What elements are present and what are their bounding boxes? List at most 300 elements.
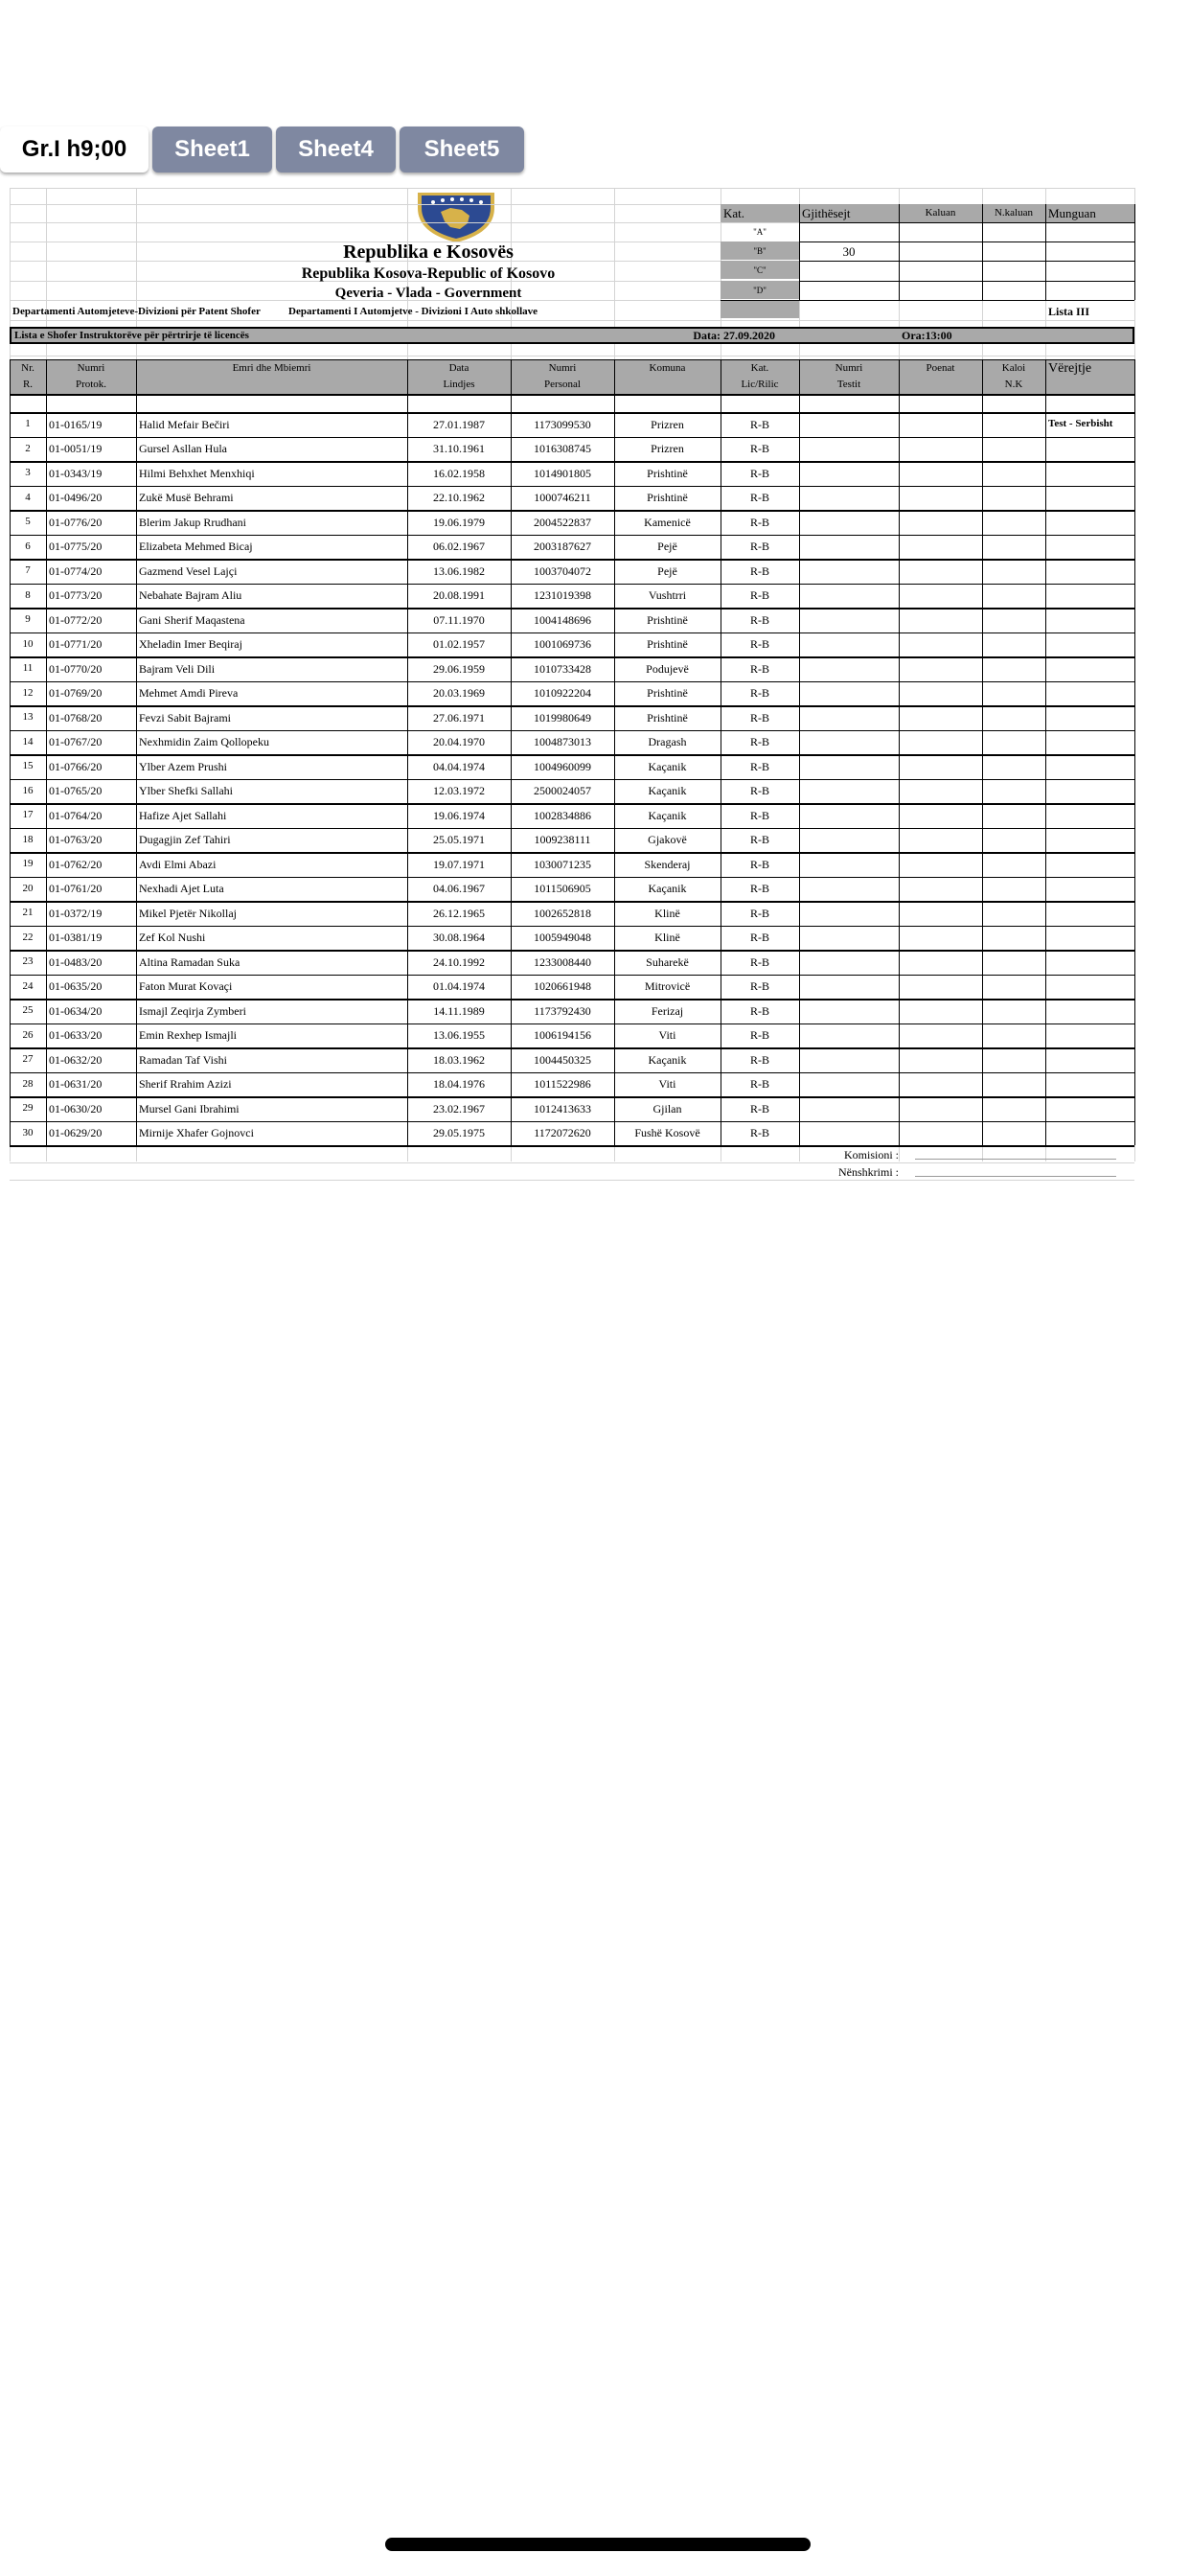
table-cell-empty[interactable]	[799, 608, 899, 632]
table-cell-dob[interactable]: 24.10.1992	[433, 954, 485, 969]
table-cell-cat[interactable]: R-B	[749, 784, 769, 798]
table-cell-cat[interactable]: R-B	[749, 564, 769, 578]
table-cell-dob[interactable]: 07.11.1970	[433, 612, 485, 627]
table-cell-empty[interactable]	[899, 705, 982, 730]
column-header-cell[interactable]: Emri dhe Mbiemri	[232, 362, 311, 374]
table-cell-nr[interactable]: 29	[22, 1102, 34, 1115]
table-cell-prot[interactable]: 01-0761/20	[49, 882, 103, 896]
table-cell-name[interactable]: Fevzi Sabit Bajrami	[139, 710, 231, 724]
table-cell-note[interactable]	[1045, 950, 1134, 975]
table-cell-empty[interactable]	[899, 681, 982, 706]
table-cell-prot[interactable]: 01-0764/20	[49, 808, 103, 822]
table-cell-note[interactable]	[1045, 1024, 1134, 1048]
table-cell-dob[interactable]: 04.06.1967	[433, 882, 485, 896]
table-cell-mun[interactable]: Prishtinë	[647, 491, 688, 505]
table-cell-prot[interactable]: 01-0776/20	[49, 515, 103, 529]
table-cell-mun[interactable]: Prishtinë	[647, 466, 688, 480]
summary-header-cell[interactable]: Kaluan	[925, 207, 956, 218]
table-cell-cat[interactable]: R-B	[749, 808, 769, 822]
table-cell-pid[interactable]: 1002834886	[534, 808, 591, 822]
table-cell-nr[interactable]: 23	[22, 955, 34, 968]
table-cell-dob[interactable]: 18.04.1976	[433, 1077, 485, 1092]
table-cell-note[interactable]	[1045, 559, 1134, 584]
table-cell-empty[interactable]	[982, 608, 1045, 632]
table-cell-note[interactable]	[1045, 852, 1134, 877]
table-cell-mun[interactable]: Prizren	[651, 442, 684, 456]
table-cell-pid[interactable]: 1004960099	[534, 759, 591, 773]
table-cell-prot[interactable]: 01-0630/20	[49, 1101, 103, 1116]
table-cell-note[interactable]	[1045, 730, 1134, 755]
table-cell-empty[interactable]	[982, 1024, 1045, 1048]
table-cell-nr[interactable]: 5	[25, 516, 31, 528]
table-cell-nr[interactable]: 6	[25, 540, 31, 552]
table-cell-name[interactable]: Faton Murat Kovaçi	[139, 979, 233, 994]
table-cell-dob[interactable]: 20.03.1969	[433, 686, 485, 701]
table-cell-name[interactable]: Gani Sherif Maqastena	[139, 612, 245, 627]
table-cell-empty[interactable]	[982, 1121, 1045, 1146]
table-cell-mun[interactable]: Kaçanik	[648, 882, 687, 896]
table-cell-empty[interactable]	[899, 437, 982, 462]
table-cell-nr[interactable]: 21	[22, 907, 34, 919]
table-cell-prot[interactable]: 01-0775/20	[49, 540, 103, 554]
table-cell-nr[interactable]: 20	[22, 882, 34, 894]
table-cell-dob[interactable]: 25.05.1971	[433, 833, 485, 847]
table-cell-pid[interactable]: 1173099530	[534, 417, 591, 431]
table-cell-empty[interactable]	[799, 535, 899, 560]
table-cell-dob[interactable]: 13.06.1955	[433, 1028, 485, 1043]
table-cell-prot[interactable]: 01-0769/20	[49, 686, 103, 701]
table-cell-empty[interactable]	[799, 1024, 899, 1048]
table-cell-nr[interactable]: 4	[25, 491, 31, 503]
table-cell-mun[interactable]: Viti	[658, 1028, 676, 1043]
column-header-cell[interactable]: Poenat	[926, 362, 955, 374]
table-cell-dob[interactable]: 16.02.1958	[433, 466, 485, 480]
table-cell-empty[interactable]	[982, 1047, 1045, 1072]
table-cell-cat[interactable]: R-B	[749, 1126, 769, 1140]
table-cell-empty[interactable]	[799, 437, 899, 462]
table-cell-nr[interactable]: 2	[25, 442, 31, 454]
table-cell-mun[interactable]: Ferizaj	[651, 1003, 684, 1018]
sheet-tab-sheet1[interactable]: Sheet1	[152, 126, 272, 172]
table-cell-name[interactable]: Emin Rexhep Ismajli	[139, 1028, 237, 1043]
table-cell-pid[interactable]: 1030071235	[534, 857, 591, 871]
table-cell-prot[interactable]: 01-0635/20	[49, 979, 103, 994]
table-cell-nr[interactable]: 3	[25, 467, 31, 479]
table-cell-nr[interactable]: 8	[25, 588, 31, 601]
table-cell-empty[interactable]	[982, 535, 1045, 560]
table-cell-pid[interactable]: 2004522837	[534, 515, 591, 529]
table-cell-name[interactable]: Nebahate Bajram Aliu	[139, 588, 242, 603]
table-cell-nr[interactable]: 18	[22, 833, 34, 845]
table-cell-cat[interactable]: R-B	[749, 540, 769, 554]
column-header-cell[interactable]: Numri	[77, 362, 105, 374]
table-cell-pid[interactable]: 1233008440	[534, 954, 591, 969]
table-cell-note[interactable]	[1045, 779, 1134, 804]
table-cell-name[interactable]: Zukë Musë Behrami	[139, 491, 234, 505]
table-cell-empty[interactable]	[899, 901, 982, 926]
table-cell-empty[interactable]	[799, 975, 899, 1000]
table-cell-nr[interactable]: 24	[22, 979, 34, 992]
table-cell-dob[interactable]: 20.08.1991	[433, 588, 485, 603]
table-cell-note[interactable]	[1045, 656, 1134, 681]
table-cell-prot[interactable]: 01-0768/20	[49, 710, 103, 724]
table-cell-empty[interactable]	[899, 632, 982, 657]
table-cell-nr[interactable]: 14	[22, 735, 34, 748]
table-cell-prot[interactable]: 01-0496/20	[49, 491, 103, 505]
table-cell-empty[interactable]	[899, 779, 982, 804]
table-cell-cat[interactable]: R-B	[749, 710, 769, 724]
table-cell-prot[interactable]: 01-0767/20	[49, 735, 103, 749]
table-cell-dob[interactable]: 01.02.1957	[433, 637, 485, 652]
column-subheader-cell[interactable]	[614, 377, 721, 393]
summary-category-cell[interactable]: "A"	[753, 227, 767, 237]
table-cell-pid[interactable]: 1000746211	[534, 491, 591, 505]
table-cell-mun[interactable]: Gjilan	[652, 1101, 682, 1116]
table-cell-note[interactable]	[1045, 828, 1134, 853]
table-cell-pid[interactable]: 1003704072	[534, 564, 591, 578]
table-cell-cat[interactable]: R-B	[749, 882, 769, 896]
table-cell-name[interactable]: Blerim Jakup Rrudhani	[139, 515, 246, 529]
table-cell-empty[interactable]	[982, 901, 1045, 926]
table-cell-mun[interactable]: Gjakovë	[648, 833, 687, 847]
table-cell-empty[interactable]	[799, 681, 899, 706]
table-cell-mun[interactable]: Pejë	[657, 564, 677, 578]
column-subheader-cell[interactable]: Testit	[836, 379, 861, 390]
table-cell-empty[interactable]	[982, 999, 1045, 1024]
summary-header-cell[interactable]: Munguan	[1048, 206, 1096, 220]
table-cell-cat[interactable]: R-B	[749, 515, 769, 529]
table-cell-empty[interactable]	[799, 656, 899, 681]
column-header-cell[interactable]: Vërejtje	[1048, 360, 1092, 376]
table-cell-name[interactable]: Nexhadi Ajet Luta	[139, 882, 224, 896]
table-cell-empty[interactable]	[899, 461, 982, 486]
table-cell-empty[interactable]	[899, 559, 982, 584]
summary-total-cell[interactable]	[799, 223, 899, 242]
table-cell-mun[interactable]: Prishtinë	[647, 710, 688, 724]
table-cell-pid[interactable]: 1009238111	[534, 833, 591, 847]
list-title[interactable]: Lista e Shofer Instruktorëve për përtrirje të licencës	[14, 329, 249, 341]
document-title[interactable]: Republika e Kosovës	[343, 242, 514, 263]
table-cell-cat[interactable]: R-B	[749, 857, 769, 871]
table-cell-empty[interactable]	[899, 1121, 982, 1146]
table-cell-empty[interactable]	[982, 877, 1045, 902]
time-value[interactable]: Ora:13:00	[902, 329, 952, 342]
table-cell-empty[interactable]	[982, 461, 1045, 486]
table-cell-empty[interactable]	[799, 461, 899, 486]
table-cell-note[interactable]	[1045, 584, 1134, 609]
table-cell-prot[interactable]: 01-0773/20	[49, 588, 103, 603]
column-subheader-cell[interactable]: Lic/Rilic	[741, 379, 779, 390]
table-cell-pid[interactable]: 1004450325	[534, 1052, 591, 1067]
column-subheader-cell[interactable]	[899, 377, 982, 393]
table-cell-empty[interactable]	[799, 779, 899, 804]
table-cell-note[interactable]	[1045, 1047, 1134, 1072]
table-cell-prot[interactable]: 01-0766/20	[49, 759, 103, 773]
table-cell-empty[interactable]	[899, 877, 982, 902]
table-cell-empty[interactable]	[799, 877, 899, 902]
table-cell-note[interactable]	[1045, 510, 1134, 535]
table-cell-pid[interactable]: 1010922204	[534, 686, 591, 701]
table-cell-nr[interactable]: 12	[22, 686, 34, 699]
table-cell-name[interactable]: Ismajl Zeqirja Zymberi	[139, 1003, 246, 1018]
table-cell-empty[interactable]	[899, 656, 982, 681]
table-cell-mun[interactable]: Pejë	[657, 540, 677, 554]
column-header-cell[interactable]: Data	[448, 362, 469, 374]
table-cell-note[interactable]	[1045, 608, 1134, 632]
table-cell-name[interactable]: Halid Mefair Bečiri	[139, 417, 230, 431]
table-cell-cat[interactable]: R-B	[749, 1052, 769, 1067]
table-cell-cat[interactable]: R-B	[749, 833, 769, 847]
table-cell-nr[interactable]: 10	[22, 637, 34, 650]
table-cell-empty[interactable]	[799, 926, 899, 951]
table-cell-empty[interactable]	[982, 632, 1045, 657]
table-cell-dob[interactable]: 01.04.1974	[433, 979, 485, 994]
table-cell-cat[interactable]: R-B	[749, 1101, 769, 1116]
table-cell-mun[interactable]: Prishtinë	[647, 637, 688, 652]
table-cell-cat[interactable]: R-B	[749, 906, 769, 920]
table-cell-note[interactable]	[1045, 999, 1134, 1024]
table-cell-name[interactable]: Ylber Shefki Sallahi	[139, 784, 233, 798]
table-cell-nr[interactable]: 11	[22, 662, 34, 675]
document-subtitle[interactable]: Republika Kosova-Republic of Kosovo	[301, 265, 556, 282]
table-cell-mun[interactable]: Kamenicë	[644, 515, 691, 529]
table-cell-empty[interactable]	[799, 950, 899, 975]
table-cell-empty[interactable]	[899, 950, 982, 975]
table-cell-nr[interactable]: 30	[22, 1126, 34, 1138]
table-cell-empty[interactable]	[799, 828, 899, 853]
table-cell-mun[interactable]: Skenderaj	[644, 857, 691, 871]
table-cell-empty[interactable]	[899, 486, 982, 511]
table-cell-nr[interactable]: 25	[22, 1004, 34, 1017]
table-cell-cat[interactable]: R-B	[749, 1003, 769, 1018]
table-cell-dob[interactable]: 18.03.1962	[433, 1052, 485, 1067]
table-cell-cat[interactable]: R-B	[749, 931, 769, 945]
table-cell-cat[interactable]: R-B	[749, 661, 769, 676]
table-cell-dob[interactable]: 27.06.1971	[433, 710, 485, 724]
table-cell-cat[interactable]: R-B	[749, 1028, 769, 1043]
table-cell-dob[interactable]: 26.12.1965	[433, 906, 485, 920]
table-cell-empty[interactable]	[799, 1047, 899, 1072]
date-value[interactable]: 27.09.2020	[723, 329, 775, 342]
summary-category-cell[interactable]: "B"	[753, 246, 767, 256]
table-cell-empty[interactable]	[899, 999, 982, 1024]
column-subheader-cell[interactable]: Lindjes	[443, 379, 475, 390]
table-cell-mun[interactable]: Klinë	[654, 931, 680, 945]
table-cell-pid[interactable]: 1019980649	[534, 710, 591, 724]
table-cell-dob[interactable]: 14.11.1989	[433, 1003, 485, 1018]
table-cell-dob[interactable]: 31.10.1961	[433, 442, 485, 456]
table-cell-dob[interactable]: 19.06.1979	[433, 515, 485, 529]
table-cell-cat[interactable]: R-B	[749, 588, 769, 603]
table-cell-empty[interactable]	[799, 705, 899, 730]
table-cell-mun[interactable]: Kaçanik	[648, 1052, 687, 1067]
table-cell-pid[interactable]: 2003187627	[534, 540, 591, 554]
table-cell-empty[interactable]	[899, 608, 982, 632]
table-cell-pid[interactable]: 1172072620	[534, 1126, 591, 1140]
table-cell-pid[interactable]: 1011506905	[534, 882, 591, 896]
summary-header-cell[interactable]: Gjithësejt	[802, 206, 851, 220]
table-cell-dob[interactable]: 19.06.1974	[433, 808, 485, 822]
table-cell-mun[interactable]: Kaçanik	[648, 784, 687, 798]
table-cell-empty[interactable]	[899, 1072, 982, 1097]
table-cell-pid[interactable]: 1016308745	[534, 442, 591, 456]
table-cell-nr[interactable]: 7	[25, 564, 31, 577]
table-cell-mun[interactable]: Podujevë	[646, 661, 689, 676]
table-cell-empty[interactable]	[799, 730, 899, 755]
department-right[interactable]: Departamenti I Automjetve - Divizioni I Auto shkollave	[288, 305, 538, 317]
table-cell-cat[interactable]: R-B	[749, 442, 769, 456]
table-cell-empty[interactable]	[982, 1072, 1045, 1097]
sheet-tab-sheet5[interactable]: Sheet5	[400, 126, 524, 172]
table-cell-empty[interactable]	[982, 852, 1045, 877]
table-cell-empty[interactable]	[799, 486, 899, 511]
table-cell-mun[interactable]: Fushë Kosovë	[634, 1126, 700, 1140]
column-subheader-cell[interactable]: N.K	[1004, 379, 1023, 390]
table-cell-empty[interactable]	[982, 828, 1045, 853]
table-cell-pid[interactable]: 1004873013	[534, 735, 591, 749]
table-cell-empty[interactable]	[899, 1024, 982, 1048]
table-cell-empty[interactable]	[982, 975, 1045, 1000]
table-cell-empty[interactable]	[799, 754, 899, 779]
column-header-cell[interactable]: Kat.	[750, 362, 769, 374]
table-cell-mun[interactable]: Suharekë	[646, 954, 689, 969]
table-cell-pid[interactable]: 1005949048	[534, 931, 591, 945]
table-cell-cat[interactable]: R-B	[749, 979, 769, 994]
table-cell-cat[interactable]: R-B	[749, 417, 769, 431]
table-cell-cat[interactable]: R-B	[749, 735, 769, 749]
table-cell-empty[interactable]	[899, 412, 982, 437]
signature-label[interactable]: Nënshkrimi :	[838, 1165, 899, 1179]
table-cell-name[interactable]: Mirnije Xhafer Gojnovci	[139, 1126, 254, 1140]
table-cell-note[interactable]	[1045, 1072, 1134, 1097]
table-cell-mun[interactable]: Kaçanik	[648, 808, 687, 822]
table-cell-empty[interactable]	[982, 754, 1045, 779]
table-cell-nr[interactable]: 16	[22, 784, 34, 796]
column-header-cell[interactable]: Numri	[835, 362, 863, 374]
table-cell-mun[interactable]: Mitrovicë	[644, 979, 691, 994]
table-cell-dob[interactable]: 19.07.1971	[433, 857, 485, 871]
table-cell-cat[interactable]: R-B	[749, 954, 769, 969]
table-cell-nr[interactable]: 22	[22, 931, 34, 943]
table-cell-dob[interactable]: 27.01.1987	[433, 417, 485, 431]
table-cell-empty[interactable]	[799, 1121, 899, 1146]
table-cell-empty[interactable]	[799, 632, 899, 657]
table-cell-prot[interactable]: 01-0633/20	[49, 1028, 103, 1043]
table-cell-pid[interactable]: 1173792430	[534, 1003, 591, 1018]
table-cell-empty[interactable]	[982, 926, 1045, 951]
table-cell-dob[interactable]: 22.10.1962	[433, 491, 485, 505]
table-cell-note[interactable]	[1045, 926, 1134, 951]
table-cell-name[interactable]: Dugagjin Zef Tahiri	[139, 833, 231, 847]
column-header-cell[interactable]: Nr.	[21, 362, 34, 374]
summary-category-cell[interactable]: "D"	[753, 286, 767, 295]
table-cell-nr[interactable]: 13	[22, 711, 34, 724]
table-cell-empty[interactable]	[899, 828, 982, 853]
table-cell-empty[interactable]	[799, 901, 899, 926]
table-cell-note[interactable]	[1045, 681, 1134, 706]
table-cell-prot[interactable]: 01-0631/20	[49, 1077, 103, 1092]
table-cell-pid[interactable]: 1012413633	[534, 1101, 591, 1116]
table-cell-empty[interactable]	[982, 559, 1045, 584]
table-cell-name[interactable]: Xheladin Imer Beqiraj	[139, 637, 242, 652]
table-cell-pid[interactable]: 1006194156	[534, 1028, 591, 1043]
table-cell-empty[interactable]	[982, 656, 1045, 681]
column-header-cell[interactable]: Kaloi	[1001, 362, 1026, 374]
table-cell-dob[interactable]: 23.02.1967	[433, 1101, 485, 1116]
table-cell-pid[interactable]: 1010733428	[534, 661, 591, 676]
table-cell-note[interactable]	[1045, 803, 1134, 828]
table-cell-name[interactable]: Mikel Pjetër Nikollaj	[139, 906, 237, 920]
table-cell-dob[interactable]: 20.04.1970	[433, 735, 485, 749]
column-subheader-cell[interactable]	[1045, 377, 1134, 393]
table-cell-empty[interactable]	[899, 852, 982, 877]
table-cell-dob[interactable]: 30.08.1964	[433, 931, 485, 945]
table-cell-empty[interactable]	[982, 803, 1045, 828]
table-cell-note[interactable]	[1045, 975, 1134, 1000]
table-cell-name[interactable]: Altina Ramadan Suka	[139, 954, 240, 969]
summary-total-cell[interactable]	[799, 282, 899, 300]
table-cell-prot[interactable]: 01-0762/20	[49, 857, 103, 871]
table-cell-nr[interactable]: 26	[22, 1028, 34, 1041]
table-cell-mun[interactable]: Klinë	[654, 906, 680, 920]
table-cell-empty[interactable]	[982, 730, 1045, 755]
table-cell-cat[interactable]: R-B	[749, 759, 769, 773]
table-cell-prot[interactable]: 01-0634/20	[49, 1003, 103, 1018]
table-cell-empty[interactable]	[899, 803, 982, 828]
column-header-cell[interactable]: Numri	[548, 362, 577, 374]
table-cell-name[interactable]: Sherif Rrahim Azizi	[139, 1077, 232, 1092]
table-cell-empty[interactable]	[799, 1072, 899, 1097]
table-cell-name[interactable]: Ylber Azem Prushi	[139, 759, 227, 773]
table-cell-mun[interactable]: Prizren	[651, 417, 684, 431]
table-cell-nr[interactable]: 15	[22, 760, 34, 772]
table-cell-empty[interactable]	[982, 1096, 1045, 1121]
table-cell-mun[interactable]: Vushtrri	[648, 588, 687, 603]
table-cell-cat[interactable]: R-B	[749, 686, 769, 701]
table-cell-prot[interactable]: 01-0765/20	[49, 784, 103, 798]
table-cell-note[interactable]	[1045, 754, 1134, 779]
table-cell-empty[interactable]	[899, 1096, 982, 1121]
table-cell-empty[interactable]	[899, 584, 982, 609]
column-subheader-cell[interactable]: R.	[22, 379, 34, 390]
table-cell-nr[interactable]: 27	[22, 1053, 34, 1066]
table-cell-note[interactable]	[1045, 461, 1134, 486]
sheet-tab-gr-i[interactable]: Gr.I h9;00	[0, 126, 149, 172]
table-cell-name[interactable]: Nexhmidin Zaim Qollopeku	[139, 735, 269, 749]
table-cell-prot[interactable]: 01-0771/20	[49, 637, 103, 652]
table-cell-pid[interactable]: 1001069736	[534, 637, 591, 652]
table-cell-name[interactable]: Gazmend Vesel Lajçi	[139, 564, 238, 578]
column-header-cell[interactable]: Komuna	[649, 362, 686, 374]
table-cell-note[interactable]	[1045, 1096, 1134, 1121]
table-cell-empty[interactable]	[982, 412, 1045, 437]
table-cell-cat[interactable]: R-B	[749, 466, 769, 480]
table-cell-empty[interactable]	[982, 486, 1045, 511]
table-cell-prot[interactable]: 01-0343/19	[49, 466, 103, 480]
table-cell-name[interactable]: Mursel Gani Ibrahimi	[139, 1101, 240, 1116]
table-cell-empty[interactable]	[799, 559, 899, 584]
table-cell-empty[interactable]	[899, 926, 982, 951]
table-cell-mun[interactable]: Dragash	[648, 735, 687, 749]
table-cell-dob[interactable]: 29.06.1959	[433, 661, 485, 676]
table-cell-pid[interactable]: 1002652818	[534, 906, 591, 920]
table-cell-name[interactable]: Gursel Asllan Hula	[139, 442, 227, 456]
table-cell-empty[interactable]	[982, 779, 1045, 804]
table-cell-prot[interactable]: 01-0632/20	[49, 1052, 103, 1067]
table-cell-prot[interactable]: 01-0483/20	[49, 954, 103, 969]
table-cell-pid[interactable]: 1231019398	[534, 588, 591, 603]
table-cell-nr[interactable]: 9	[25, 613, 31, 626]
